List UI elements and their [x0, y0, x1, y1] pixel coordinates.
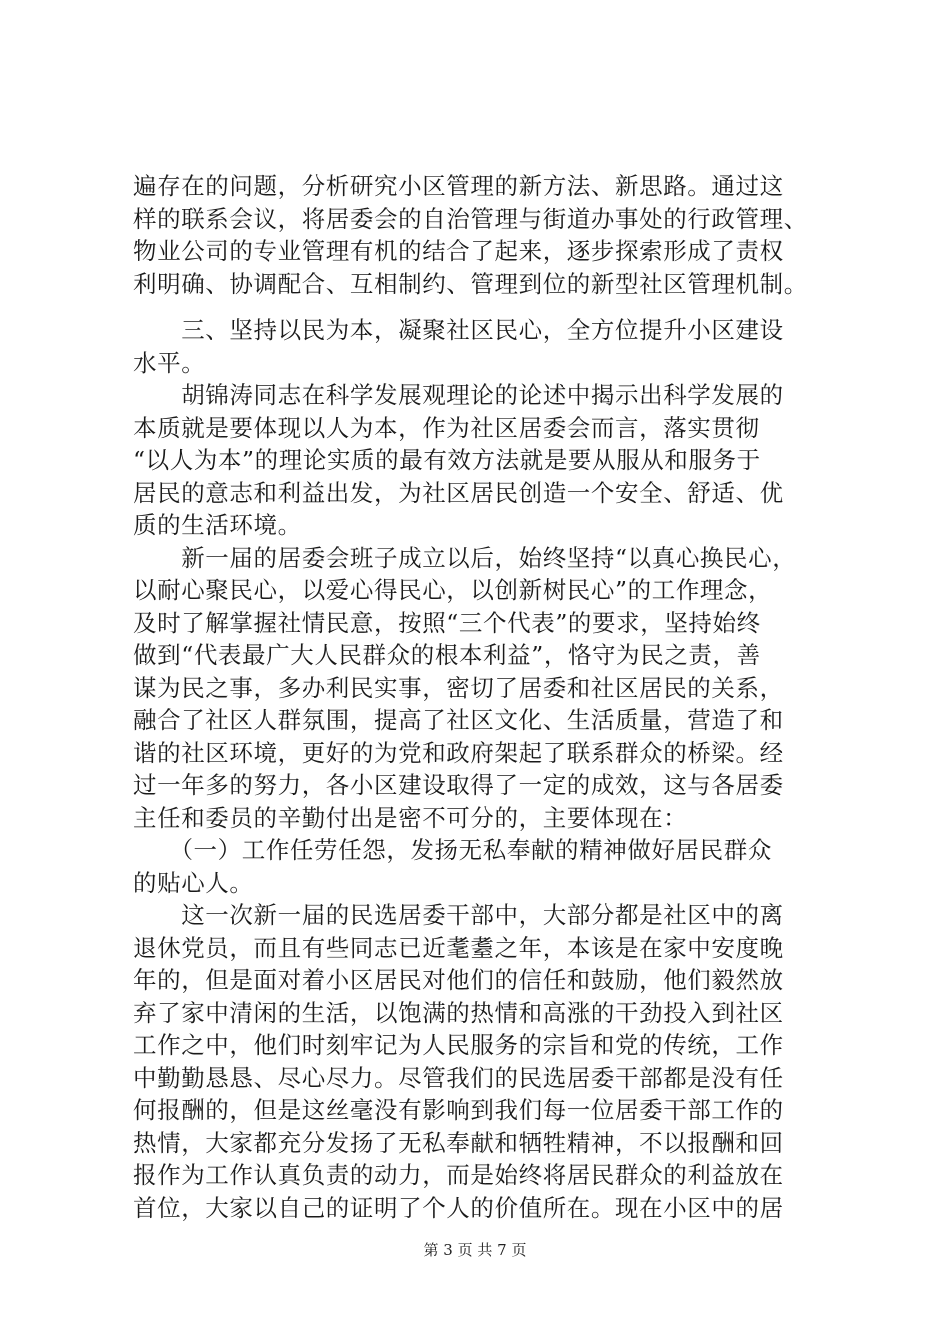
text-line: 利明确、协调配合、互相制约、管理到位的新型社区管理机制。: [133, 269, 808, 298]
text-line: 中勤勤恳恳、尽心尽力。尽管我们的民选居委干部都是没有任: [133, 1063, 784, 1092]
text-line: 何报酬的，但是这丝毫没有影响到我们每一位居委干部工作的: [133, 1096, 784, 1124]
text-line: 报作为工作认真负责的动力，而是始终将居民群众的利益放在: [133, 1161, 784, 1189]
text-line: 融合了社区人群氛围，提高了社区文化、生活质量，营造了和: [133, 706, 784, 734]
page-number-footer: 第 3 页 共 7 页: [423, 1241, 527, 1259]
section-heading-line: 三、坚持以民为本，凝聚社区民心，全方位提升小区建设: [133, 316, 784, 344]
text-line: 弃了家中清闲的生活，以饱满的热情和高涨的干劲投入到社区: [133, 998, 784, 1027]
text-line: 这一次新一届的民选居委干部中，大部分都是社区中的离: [133, 901, 784, 929]
text-line: 遍存在的问题，分析研究小区管理的新方法、新思路。通过这: [133, 172, 784, 200]
text-line: 退休党员，而且有些同志已近耄耋之年，本该是在家中安度晚: [133, 933, 784, 962]
text-line: 物业公司的专业管理有机的结合了起来，逐步探索形成了责权: [133, 237, 784, 265]
text-line: 以耐心聚民心，以爱心得民心，以创新树民心”的工作理念，: [133, 576, 773, 604]
text-line: 本质就是要体现以人为本，作为社区居委会而言，落实贯彻: [133, 413, 760, 442]
text-line: 胡锦涛同志在科学发展观理论的论述中揭示出科学发展的: [133, 381, 784, 409]
text-line: 做到“代表最广大人民群众的根本利益”，恪守为民之责，善: [133, 641, 761, 669]
text-line: 质的生活环境。: [133, 511, 302, 539]
text-line: 热情，大家都充分发扬了无私奉献和牺牲精神，不以报酬和回: [133, 1128, 784, 1157]
text-line: 样的联系会议，将居委会的自治管理与街道办事处的行政管理、: [133, 204, 808, 233]
text-line: 过一年多的努力，各小区建设取得了一定的成效，这与各居委: [133, 771, 784, 799]
subsection-heading-line: （一）工作任劳任怨，发扬无私奉献的精神做好居民群众: [133, 836, 772, 864]
text-line: 工作之中，他们时刻牢记为人民服务的宗旨和党的传统，工作: [133, 1031, 784, 1059]
text-line: 居民的意志和利益出发，为社区居民创造一个安全、舒适、优: [133, 478, 784, 507]
text-line: 主任和委员的辛勤付出是密不可分的，主要体现在：: [133, 803, 688, 832]
section-heading-line: 水平。: [133, 348, 206, 377]
text-line: “以人为本”的理论实质的最有效方法就是要从服从和服务于: [133, 446, 761, 474]
text-line: 首位，大家以自己的证明了个人的价值所在。现在小区中的居: [133, 1193, 784, 1222]
text-line: 谋为民之事，多办利民实事，密切了居委和社区居民的关系，: [133, 673, 784, 702]
text-line: 年的，但是面对着小区居民对他们的信任和鼓励，他们毅然放: [133, 966, 784, 994]
subsection-heading-line: 的贴心人。: [133, 868, 254, 897]
text-line: 新一届的居委会班子成立以后，始终坚持“以真心换民心，: [133, 543, 797, 572]
text-line: 谐的社区环境，更好的为党和政府架起了联系群众的桥梁。经: [133, 738, 784, 767]
text-line: 及时了解掌握社情民意，按照“三个代表”的要求，坚持始终: [133, 608, 761, 637]
